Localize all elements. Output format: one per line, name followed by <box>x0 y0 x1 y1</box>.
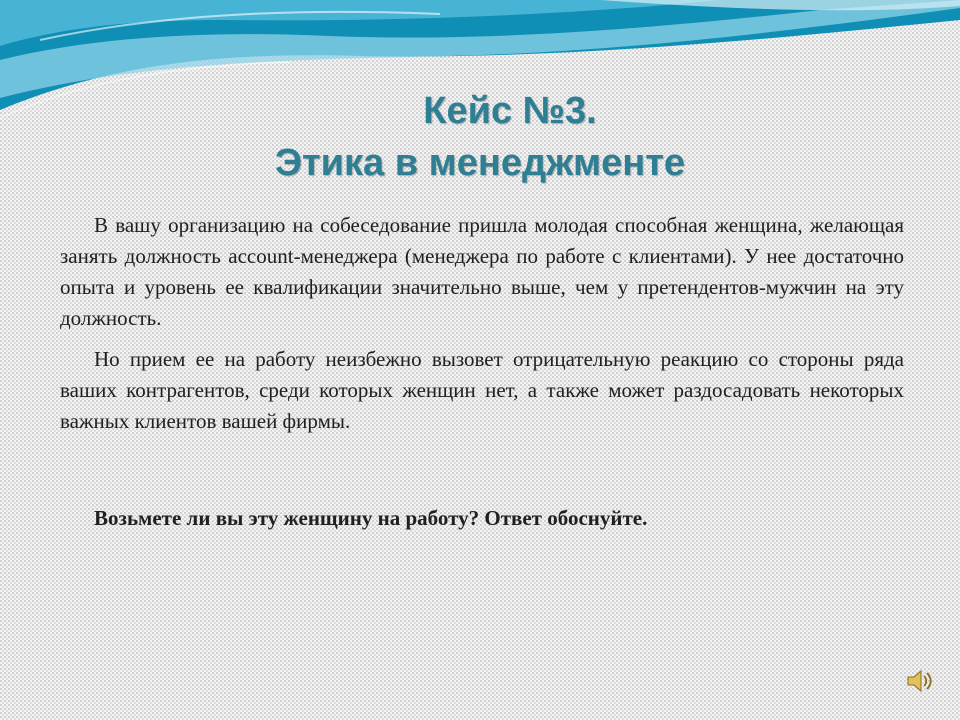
paragraph-1: В вашу организацию на собеседование пришла молодая способная женщина, желающая занять должность account-менеджера (менеджера по работе с клиентами). У нее достаточно опыта и уровень ее квалификации значительно выше, чем у претендентов-мужчин на эту должность. <box>60 213 904 330</box>
paragraph-2: Но прием ее на работу неизбежно вызовет отрицательную реакцию со стороны ряда ваших контрагентов, среди которых женщин нет, а также может раздосадовать некоторых важных клиентов вашей фирмы. <box>60 347 904 433</box>
slide-title-line2: Этика в менеджменте <box>275 142 685 184</box>
case-question: Возьмете ли вы эту женщину на работу? Ответ обоснуйте. <box>94 506 648 530</box>
case-text <box>60 210 904 447</box>
slide-title-line1: Кейс №3. <box>423 90 597 132</box>
speaker-icon[interactable] <box>904 666 934 696</box>
